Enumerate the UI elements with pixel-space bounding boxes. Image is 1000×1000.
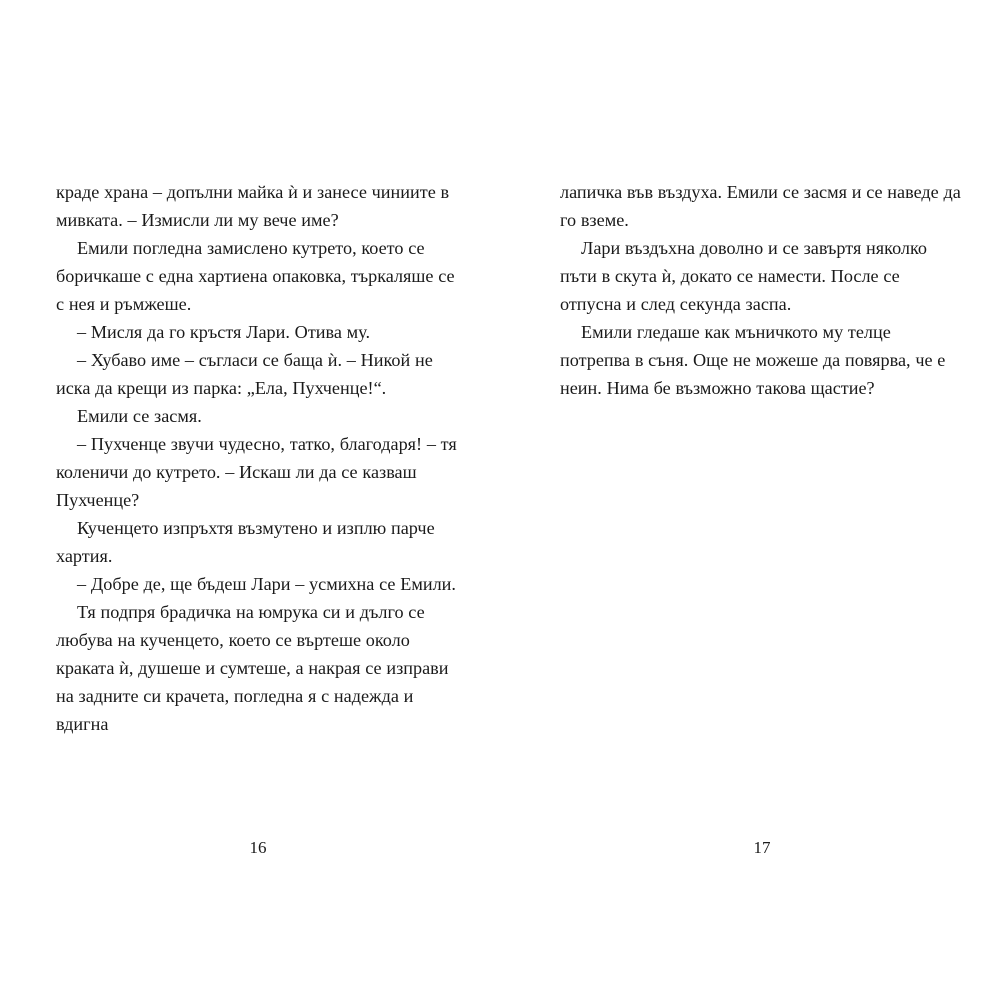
paragraph: Лари въздъхна доволно и се завъртя няколко пъти в скута ѝ, докато се намести. После се отпусна и след секунда заспа.: [560, 238, 932, 314]
paragraph: Емили гледаше как мъничкото му телце потрепва в съня. Още не можеше да повярва, че е неин. Нима бе възможно такова щастие?: [560, 322, 951, 398]
paragraph: Кученцето изпръхтя възмутено и изплю парче хартия.: [56, 518, 440, 566]
right-page: [560, 178, 964, 402]
paragraph: краде храна – допълни майка ѝ и занесе чиниите в мивката. – Измисли ли му вече име?: [56, 182, 454, 230]
paragraph: Тя подпря брадичка на юмрука си и дълго се любува на кученцето, което се въртеше около краката ѝ, душеше и сумтеше, а накрая се изправи на задните си крачета, погледна я с надежда и вдигна: [56, 602, 454, 734]
paragraph-dialogue: – Хубаво име – съгласи се баща ѝ. – Никой не иска да крещи из парка: „Ела, Пухченце!“.: [56, 350, 438, 398]
paragraph-dialogue: – Добре де, ще бъдеш Лари – усмихна се Емили.: [77, 574, 456, 594]
page-number-left: 16: [249, 838, 267, 857]
left-page: [56, 178, 460, 738]
paragraph: Емили се засмя.: [77, 406, 202, 426]
paragraph: Емили погледна замислено кутрето, което се боричкаше с една хартиена опаковка, търкаляше се с нея и ръмжеше.: [56, 238, 460, 314]
paragraph: лапичка във въздуха. Емили се засмя и се наведе да го вземе.: [560, 182, 966, 230]
paragraph-dialogue: – Пухченце звучи чудесно, татко, благодаря! – тя коленичи до кутрето. – Искаш ли да се казваш Пухченце?: [56, 434, 462, 510]
left-page-textblock: [56, 178, 460, 738]
right-page-textblock: [560, 178, 964, 402]
page-number-right: 17: [753, 838, 771, 857]
paragraph-dialogue: – Мисля да го кръстя Лари. Отива му.: [77, 322, 370, 342]
